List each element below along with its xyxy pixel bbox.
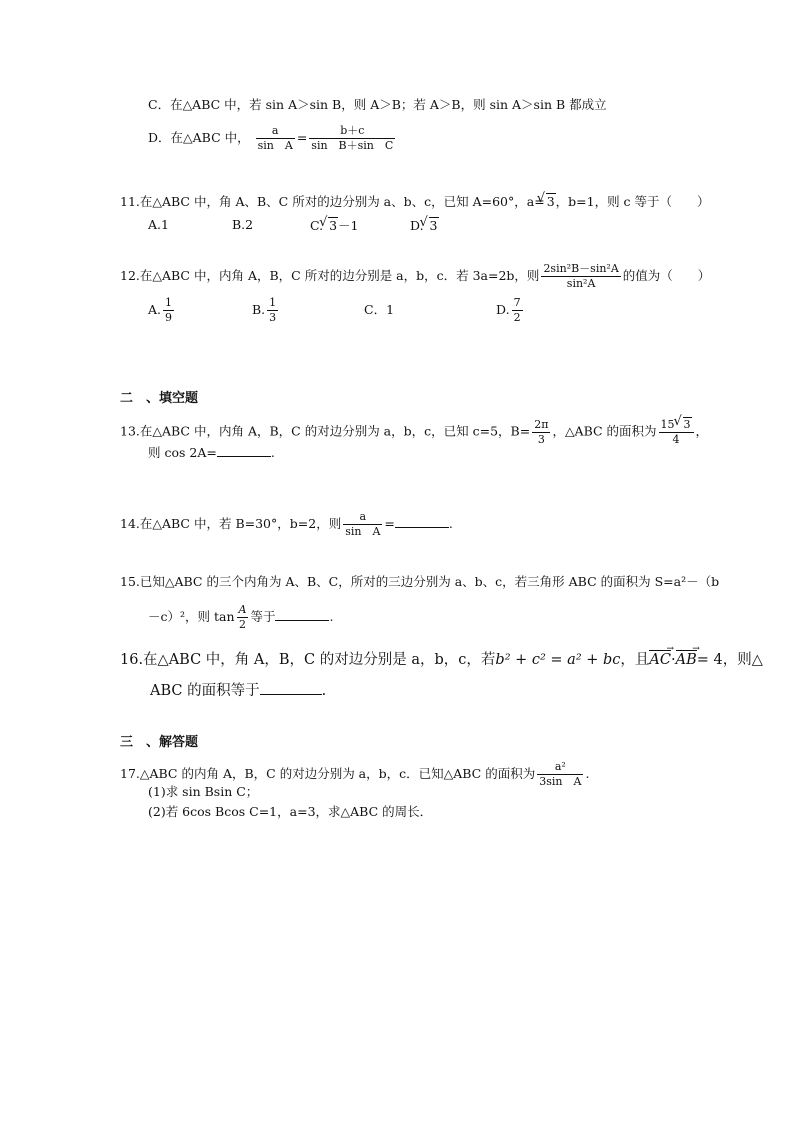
equals-sign: = [296,130,308,145]
question-16-prompt: ABC 的面积等于 [150,683,260,699]
answer-blank[interactable] [260,682,322,695]
fraction-denominator: 3 [537,432,545,446]
question-17-part2: (2)若 6cos Bcos C=1，a=3，求△ABC 的周长． [148,804,433,819]
fraction-denominator: 2 [513,311,521,324]
option-c: C．1 [364,302,395,317]
numerator-coefficient: 15 [660,418,675,431]
fraction-a-over-sinA [343,510,382,539]
fraction-denominator: sin A [257,139,293,152]
period: . [329,609,334,624]
fraction-numerator: A [238,603,247,616]
question-13-stem-mid: ，△ABC 的面积为 [552,423,657,439]
fraction-7-2 [512,296,523,325]
answer-blank[interactable] [217,444,271,457]
question-12 [120,262,710,291]
fraction-1-9 [163,296,174,325]
question-17-part1: (1)求 sin Bsin C； [148,784,259,799]
period: . [270,445,275,460]
fraction-numerator: 1 [269,296,277,309]
dot-product-sign: · [670,652,676,668]
question-11-stem: 11.在△ABC 中，角 A、B、C 所对的边分别为 a、b、c，已知 A=60°，a= [120,194,545,209]
question-15-line1: 15.已知△ABC 的三个内角为 A、B、C，所对的三边分别为 a、b、c，若三角形 ABC 的面积为 S=a²－（b [120,574,720,589]
question-12-stem: 12.在△ABC 中，内角 A，B，C 所对的边分别是 a，b，c．若 3a=2b，则 [120,268,540,283]
question-13-prompt: 则 cos 2A= [148,445,217,460]
fraction-numerator [659,417,694,433]
fraction-numerator: 2π [534,417,549,431]
option-d [410,217,439,234]
fraction-numerator: 1 [165,296,173,309]
question-16 [120,652,763,668]
equals-sign: = [384,516,395,531]
question-14-stem: 14.在△ABC 中，若 B=30°，b=2，则 [120,516,342,531]
question-13 [120,417,708,447]
fraction-denominator: sin A [345,525,381,538]
fraction-numerator: a [256,124,295,139]
option-a [148,296,176,324]
question-17-stem: 17.△ABC 的内角 A，B，C 的对边分别为 a，b，c．已知△ABC 的面积为 [120,766,536,781]
fraction-sin-expression [541,262,620,291]
question-11 [120,193,710,210]
option-d-label: D. [496,302,510,317]
fraction-A-2 [237,603,249,632]
option-c-text: C．在△ABC 中，若 sin A＞sin B，则 A＞B；若 A＞B，则 sin A＞sin B 都成立 [148,97,607,112]
fraction-1-3 [267,296,278,325]
fraction-a-over-sinA [256,124,295,153]
question-16-stem-end: ，则△ [722,652,763,668]
question-15-stem-end: 等于 [250,609,276,624]
option-b-label: B. [252,302,266,317]
question-13-stem: 13.在△ABC 中，内角 A，B，C 的对边分别为 a，b，c，已知 c=5，B= [120,423,531,439]
question-11-stem-end: ，b=1，则 c 等于（ ） [555,194,710,209]
question-16-stem-mid: ，且 [620,652,650,668]
question-12-stem-end: 的值为（ ） [622,268,711,283]
question-15-stem: －c）²，则 tan [148,609,235,624]
question-14 [120,510,453,539]
fraction-numerator: 7 [513,296,521,309]
option-d-label: D. [410,218,424,233]
period: . [321,683,327,699]
option-b: B.2 [232,217,254,232]
question-12-options [148,296,521,325]
sqrt-3: √ 3 [683,417,692,432]
question-16-line2 [150,682,326,699]
fraction-denominator: sin²A [566,277,596,290]
option-c [148,97,607,113]
option-a-label: A. [148,302,162,317]
question-11-options [148,217,438,233]
fraction-denominator: 2 [238,618,246,631]
question-16-stem: 16.在△ABC 中，角 A，B，C 的对边分别是 a，b，c，若 [120,652,496,668]
fraction-numerator: b＋c [309,124,395,139]
equation-law-of-cosines: b² + c² = a² + bc [495,652,621,668]
fraction-denominator: 4 [672,433,680,446]
option-d-prefix: D．在△ABC 中， [148,130,250,145]
fraction-denominator: 9 [165,311,173,324]
period: . [448,516,453,531]
fraction-denominator: 3sin A [539,775,582,788]
option-c-tail: －1 [338,218,359,233]
fraction-a2-over-3sinA [537,760,583,789]
fraction-numerator: a [343,510,382,525]
answer-blank[interactable] [275,608,329,621]
sqrt-3: √ 3 [328,217,338,234]
option-c-label: C. [310,218,324,233]
option-a: A.1 [148,217,169,232]
fraction-2pi-3 [532,418,550,447]
question-15-line2 [148,603,333,632]
question-13-stem-end: ， [695,423,709,439]
fraction-denominator: sin B＋sin C [311,139,394,152]
fraction-denominator: 3 [269,311,277,324]
dot-product-value: = 4 [696,652,723,668]
sqrt-3: √ 3 [429,217,439,234]
period: . [585,766,590,781]
sqrt-3: √ 3 [546,193,556,210]
section-heading-fill-in: 二 、填空题 [120,391,199,406]
question-13-line2 [148,444,275,461]
option-b [252,296,280,325]
section-heading-solutions: 三 、解答题 [120,735,199,750]
fraction-numerator: 2sin²B－sin²A [543,262,619,275]
option-d [496,296,525,325]
option-d [148,124,397,153]
fraction-15sqrt3-4 [659,417,694,447]
answer-blank[interactable] [395,515,449,528]
fraction-numerator: a² [537,760,583,775]
vector-AC: → AC [649,652,671,668]
vector-AB: → AB [676,652,697,668]
option-c [310,217,358,234]
fraction-bc-over-sinB-sinC [309,124,395,153]
